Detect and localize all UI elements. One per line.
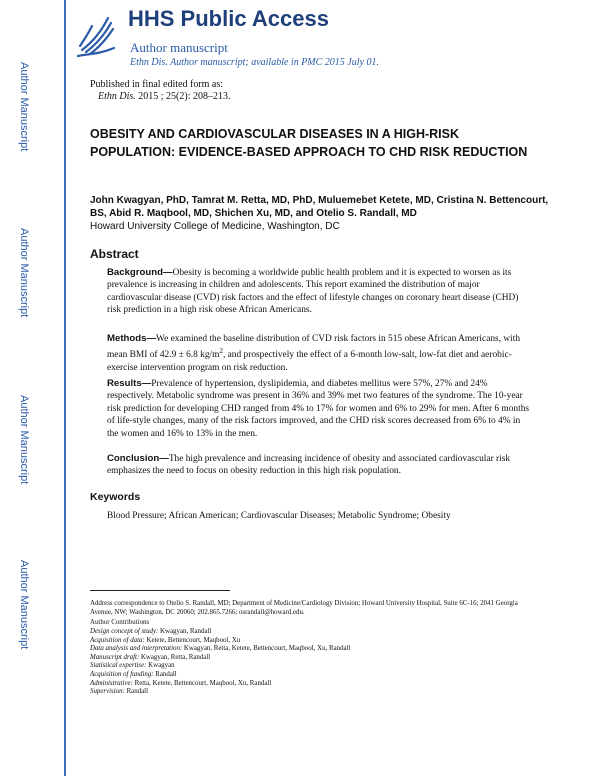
hhs-public-access-title: HHS Public Access <box>128 6 329 31</box>
correspondence-address: Address correspondence to Otelio S. Randall, MD; Department of Medicine/Cardiology Division; Howard University Hospital, Suite 6C-16; 2041 Georgia Avenue, NW; Washington, DC 20060; 202.865.7266; osrandall@howard.edu. <box>90 600 518 616</box>
sidebar-label-2: Author Manuscript <box>18 228 30 318</box>
abstract-methods: Methods—We examined the baseline distribution of CVD risk factors in 515 obese African Americans, with mean BMI of 42.9 ± 6.8 $kg/m^2$, and prospectively the effect of a 6-month low-salt, low-fat diet and aerobic-exercise intervention program on risk reduction. <box>107 333 521 373</box>
abstract-heading: Abstract <box>90 247 139 261</box>
contribution-item: Supervision: Randall <box>90 688 148 696</box>
affiliation: Howard University College of Medicine, Washington, DC <box>90 221 340 232</box>
contributions-heading: Author Contributions <box>90 619 150 626</box>
article-title: OBESITY AND CARDIOVASCULAR DISEASES IN A HIGH-RISK POPULATION: EVIDENCE-BASED APPROACH TO CHD RISK REDUCTION <box>90 127 528 159</box>
contribution-item: Design concept of study: Kwagyan, Randall <box>90 628 212 635</box>
contribution-item: Acquisition of data: Ketete, Bettencourt, Maqbool, Xu <box>90 636 241 644</box>
journal-citation: Ethn Dis. 2015 ; 25(2): 208–213. <box>98 91 231 102</box>
abstract-conclusion: Conclusion—The high prevalence and increasing incidence of obesity and associated cardiovascular risk emphasizes the need to focus on obesity reduction in this high risk population. <box>107 453 511 477</box>
keywords-list: Blood Pressure; African American; Cardiovascular Diseases; Metabolic Syndrome; Obesity <box>107 511 451 521</box>
author-manuscript-label: Author manuscript <box>130 40 228 55</box>
hhs-eagle-logo-icon <box>74 10 118 62</box>
sidebar-label-1: Author Manuscript <box>18 62 30 152</box>
contribution-item: Statistical expertise: Kwagyan <box>90 662 175 670</box>
published-line: Published in final edited form as: <box>90 79 224 90</box>
sidebar-divider <box>64 0 66 776</box>
abstract-background: Background—Obesity is becoming a worldwide public health problem and it is expected to worsen as its prevalence is increasing in children and adolescents. This report examined the distribution of major cardiovascular disease (CVD) risk factors and the effect of lifestyle changes on coronary heart disease (CHD) risk prediction in a high risk obese African Americans. <box>107 267 519 316</box>
contribution-list <box>90 628 530 697</box>
contribution-item: Data analysis and interpretation: Kwagyan, Retta, Ketete, Bettencourt, Maqbool, Xu, Randall <box>90 645 351 653</box>
keywords-heading: Keywords <box>90 491 141 503</box>
abstract-results: Results—Prevalence of hypertension, dyslipidemia, and diabetes mellitus were 57%, 27% and 24% respectively. Metabolic syndrome was present in 36% and 39% met two features of the syndrome. The 10-year risk prediction for developing CHD ranged from 4% to 17% for women and 6% to 29% for men. After 6 months of life-style changes, many of the risk factors improved, and the CHD risk scores decreased from 6% to 4% in the women and 16% to 13% in the men. <box>107 378 530 439</box>
contribution-item: Acquisition of funding: Randall <box>90 670 177 678</box>
sidebar-label-4: Author Manuscript <box>18 560 30 650</box>
citation-line: Ethn Dis. Author manuscript; available in PMC 2015 July 01. <box>130 57 379 68</box>
author-list: John Kwagyan, PhD, Tamrat M. Retta, MD, PhD, Muluemebet Ketete, MD, Cristina N. Bettencourt, BS, Abid R. Maqbool, MD, Shichen Xu, MD, and Otelio S. Randall, MD <box>90 195 549 219</box>
footnote-rule <box>90 590 230 591</box>
contribution-item: Administrative: Retta, Ketete, Bettencourt, Maqbool, Xu, Randall <box>90 679 272 687</box>
contribution-item: Manuscript draft: Kwagyan, Retta, Randall <box>90 653 211 661</box>
sidebar-label-3: Author Manuscript <box>18 395 30 485</box>
